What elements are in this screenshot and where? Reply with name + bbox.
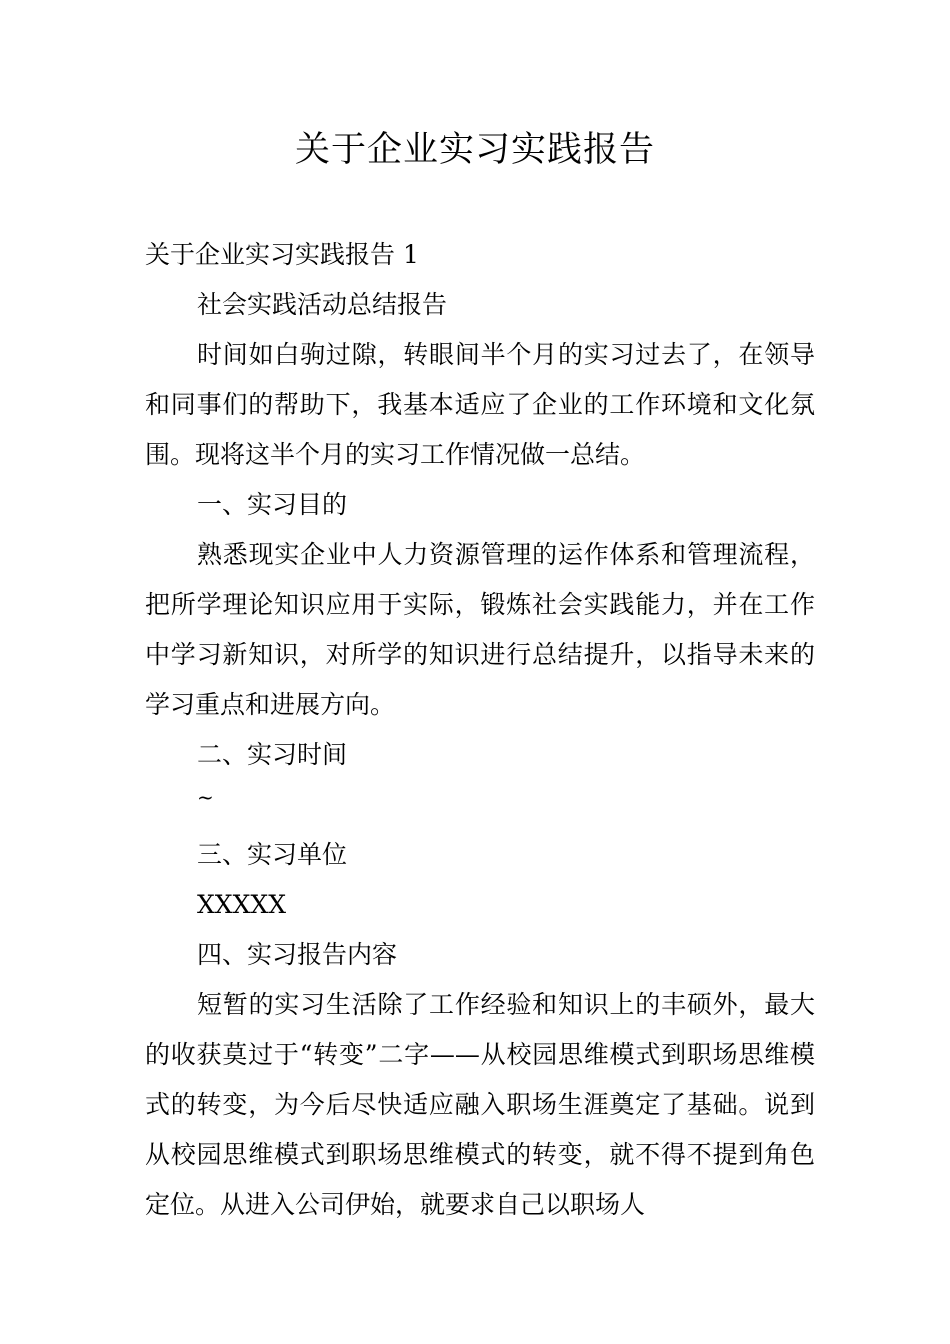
section-2-heading: 二、实习时间 bbox=[197, 740, 348, 769]
intro-paragraph: 时间如白驹过隙，转眼间半个月的实习过去了，在领导和同事们的帮助下，我基本适应了企业的工作环境和文化氛围。现将这半个月的实习工作情况做一总结。 bbox=[145, 340, 815, 469]
section-2-value: ~ bbox=[197, 785, 214, 809]
section-3-heading: 三、实习单位 bbox=[197, 840, 348, 869]
section-4-heading: 四、实习报告内容 bbox=[197, 940, 398, 969]
section-1-heading: 一、实习目的 bbox=[197, 490, 348, 519]
document-body bbox=[145, 230, 815, 1230]
report-heading: 社会实践活动总结报告 bbox=[197, 290, 448, 319]
section-4-paragraph: 短暂的实习生活除了工作经验和知识上的丰硕外，最大的收获莫过于“转变”二字——从校园思维模式到职场思维模式的转变，为今后尽快适应融入职场生涯奠定了基础。说到从校园思维模式到职场思维模式的转变，就不得不提到角色定位。从进入公司伊始，就要求自己以职场人 bbox=[145, 990, 815, 1219]
section-3-value: XXXXX bbox=[197, 890, 286, 919]
section-1-paragraph: 熟悉现实企业中人力资源管理的运作体系和管理流程，把所学理论知识应用于实际，锻炼社会实践能力，并在工作中学习新知识，对所学的知识进行总结提升，以指导未来的学习重点和进展方向。 bbox=[145, 540, 815, 719]
document-title: 关于企业实习实践报告 bbox=[294, 130, 655, 170]
document-subtitle: 关于企业实习实践报告 1 bbox=[145, 240, 419, 269]
